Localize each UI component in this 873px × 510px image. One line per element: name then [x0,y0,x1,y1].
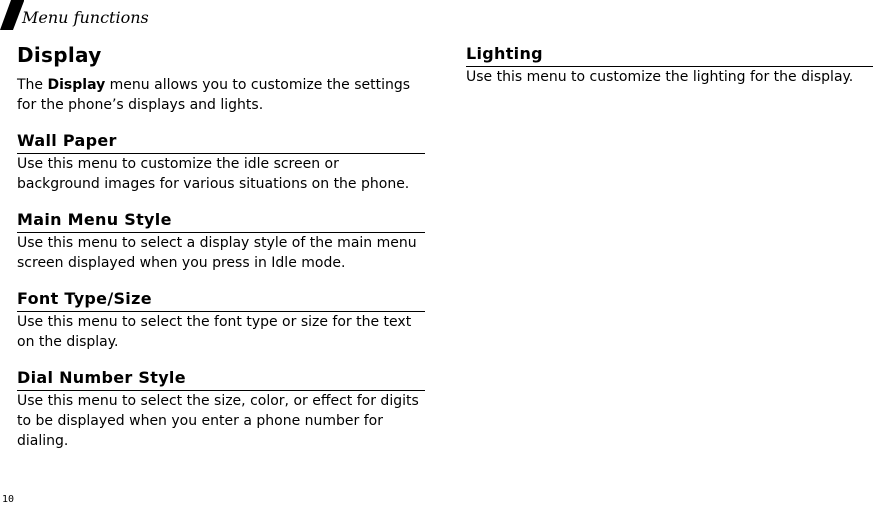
intro-bold-term: Display [47,77,106,93]
section-title: Wall Paper [17,130,425,154]
section-body: Use this menu to customize the idle screen or background images for various situations on the phone. [17,156,410,192]
section-title: Dial Number Style [17,367,425,391]
left-column [17,42,425,451]
section-dial-number-style [17,367,425,451]
right-column [466,42,873,87]
page-title: Display [17,43,102,67]
section-title: Font Type/Size [17,288,425,312]
running-header: Menu functions [22,8,149,27]
section-wall-paper [17,130,425,194]
section-main-menu-style [17,209,425,273]
section-body: Use this menu to select a display style of the main menu screen displayed when you press in Idle mode. [17,235,417,271]
page-number: 10 [2,494,15,505]
section-body: Use this menu to customize the lighting for the display. [466,69,854,85]
section-title: Main Menu Style [17,209,425,233]
intro-paragraph [17,75,425,115]
intro-suffix: menu allows you to customize the settings for the phone’s displays and lights. [17,77,411,113]
section-font-type-size [17,288,425,352]
section-body: Use this menu to select the size, color, or effect for digits to be displayed when you enter a phone number for dialing. [17,393,419,449]
section-title: Lighting [466,43,873,67]
intro-prefix: The [17,77,48,93]
header-tab-mark [0,0,24,30]
section-body: Use this menu to select the font type or size for the text on the display. [17,314,412,350]
section-lighting [466,43,873,87]
